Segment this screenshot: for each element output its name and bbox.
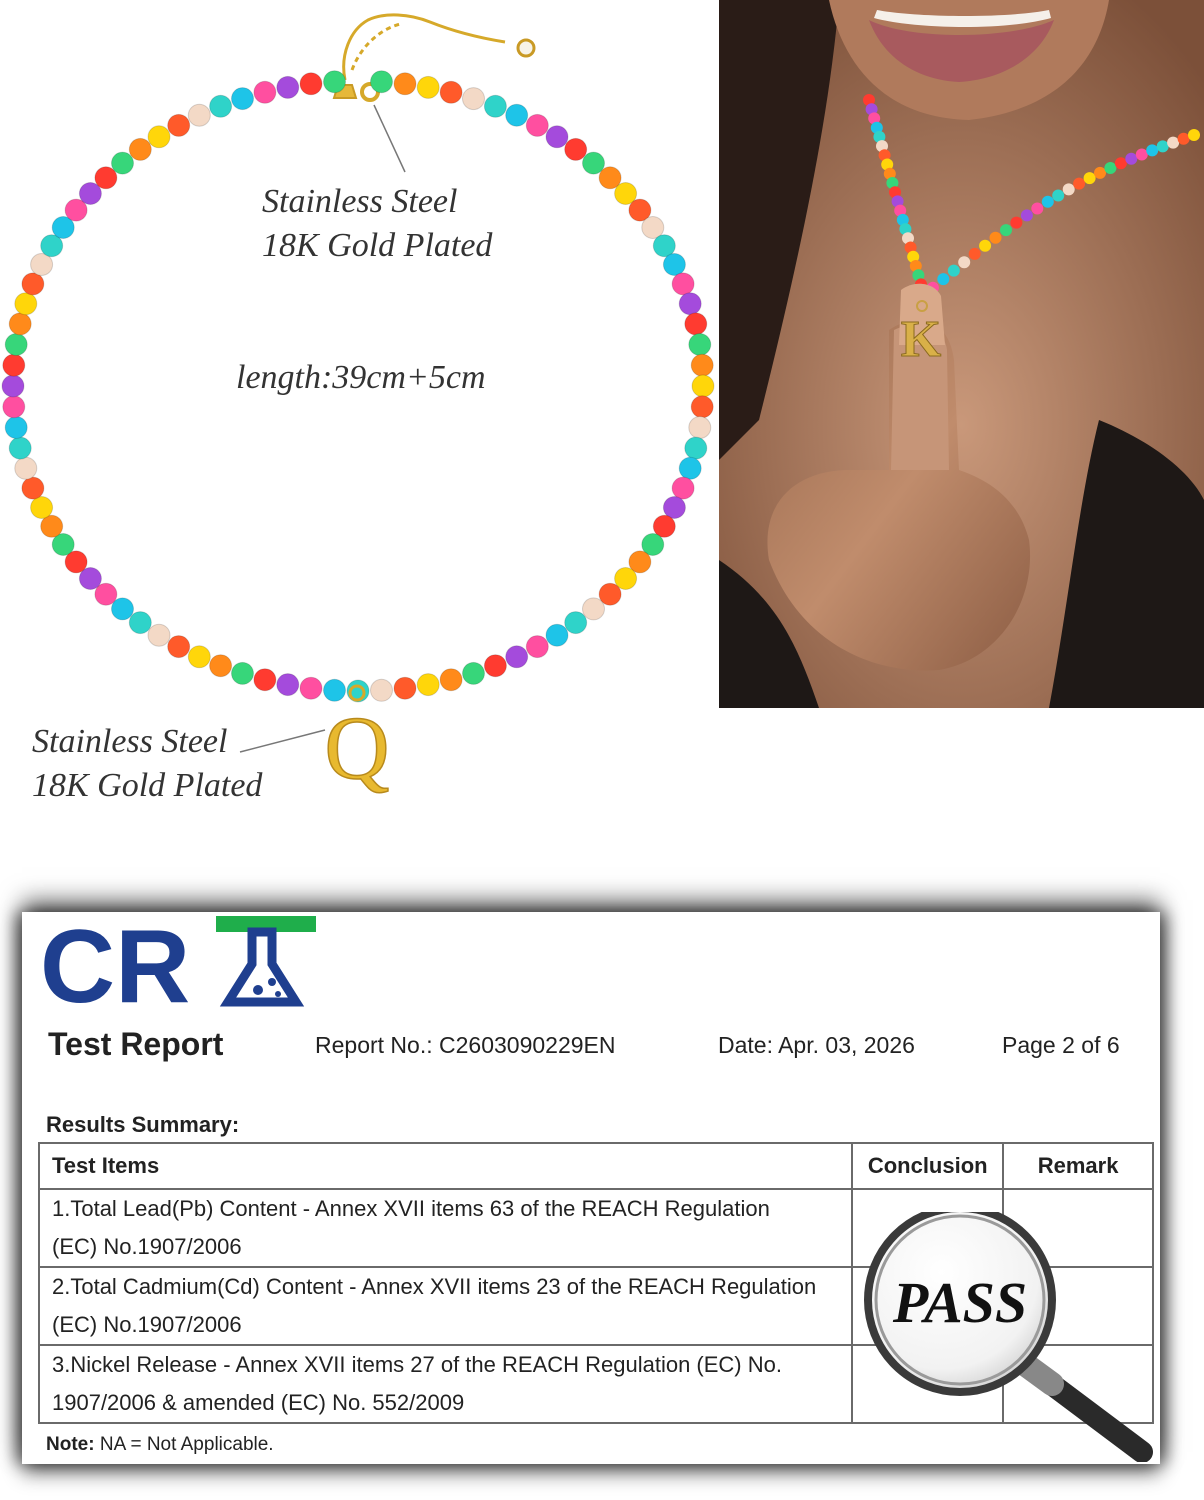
test-item-cell — [39, 1189, 852, 1267]
clasp-label-line1: Stainless Steel — [262, 183, 458, 220]
bead — [1188, 129, 1200, 141]
model-photo — [719, 0, 1204, 708]
bead — [663, 254, 685, 276]
bead — [1084, 172, 1096, 184]
test-item-cell — [39, 1345, 852, 1423]
bead — [254, 81, 276, 103]
bead — [277, 674, 299, 696]
bead — [168, 114, 190, 136]
table-note — [46, 1434, 274, 1456]
bead — [210, 95, 232, 117]
table-header-row — [39, 1143, 1153, 1189]
bead — [583, 598, 605, 620]
report-date: Date: Apr. 03, 2026 — [718, 1032, 915, 1058]
bead — [417, 674, 439, 696]
bead — [1167, 137, 1179, 149]
bead — [324, 71, 346, 93]
model-photo-panel — [719, 0, 1204, 708]
bead — [22, 477, 44, 499]
letter-pendant-icon — [325, 686, 390, 798]
bead — [417, 76, 439, 98]
bead — [31, 497, 53, 519]
bead — [691, 354, 713, 376]
bead — [15, 293, 37, 315]
photo-pendant-letter: K — [900, 311, 942, 368]
bead — [1073, 178, 1085, 190]
bead — [1021, 209, 1033, 221]
bead — [371, 679, 393, 701]
note-label: Note: — [46, 1434, 95, 1455]
results-summary-heading: Results Summary: — [46, 1112, 240, 1137]
bead — [168, 636, 190, 658]
bead — [672, 273, 694, 295]
bead — [948, 265, 960, 277]
test-item-line1: 1.Total Lead(Pb) Content - Annex XVII items 63 of the REACH Regulation — [52, 1196, 770, 1221]
bead — [979, 240, 991, 252]
bead — [5, 334, 27, 356]
column-header-remark: Remark — [1003, 1143, 1153, 1189]
pendant-label-line1: Stainless Steel — [32, 723, 228, 760]
necklace-illustration — [0, 0, 718, 840]
bead — [463, 88, 485, 110]
pendant-letter: Q — [324, 699, 390, 798]
bead — [689, 417, 711, 439]
bead — [188, 646, 210, 668]
bead — [3, 354, 25, 376]
bead — [1052, 190, 1064, 202]
report-number: Report No.: C2603090229EN — [315, 1032, 616, 1058]
bead — [526, 636, 548, 658]
bead — [300, 73, 322, 95]
bead — [1094, 167, 1106, 179]
bead — [546, 624, 568, 646]
bead — [1000, 224, 1012, 236]
pendant-leader-line — [240, 730, 325, 752]
bead — [958, 256, 970, 268]
bead — [1157, 140, 1169, 152]
bead — [3, 396, 25, 418]
length-label: length:39cm+5cm — [236, 359, 486, 396]
report-page: Page 2 of 6 — [1002, 1032, 1120, 1058]
bead — [1115, 157, 1127, 169]
bead — [371, 71, 393, 93]
bead — [324, 679, 346, 701]
bead — [937, 273, 949, 285]
clasp-leader-line — [374, 105, 405, 172]
bead — [506, 104, 528, 126]
bead — [300, 677, 322, 699]
note-text: NA = Not Applicable. — [94, 1434, 274, 1455]
bead — [969, 248, 981, 260]
bead — [484, 655, 506, 677]
column-header-conclusion: Conclusion — [852, 1143, 1003, 1189]
bead — [148, 624, 170, 646]
bead — [546, 126, 568, 148]
bead — [1136, 149, 1148, 161]
bead — [672, 477, 694, 499]
magnifier-pass-stamp — [842, 1212, 1160, 1462]
pendant-label-line2: 18K Gold Plated — [32, 767, 263, 804]
bead — [440, 669, 462, 691]
bead — [232, 88, 254, 110]
bead — [188, 104, 210, 126]
test-report-document — [22, 912, 1160, 1464]
test-item-line2: (EC) No.1907/2006 — [52, 1234, 242, 1259]
bead — [1146, 144, 1158, 156]
bead — [1063, 183, 1075, 195]
bead — [689, 334, 711, 356]
bead — [129, 138, 151, 160]
bead — [254, 669, 276, 691]
bead — [692, 375, 714, 397]
bead — [15, 457, 37, 479]
bead — [679, 293, 701, 315]
bead — [5, 417, 27, 439]
bead — [232, 662, 254, 684]
crt-logo-icon — [40, 914, 320, 1014]
bead — [129, 612, 151, 634]
bead — [484, 95, 506, 117]
bead — [1125, 153, 1137, 165]
bead — [277, 76, 299, 98]
bead — [1104, 162, 1116, 174]
test-item-line1: 3.Nickel Release - Annex XVII items 27 of the REACH Regulation (EC) No. — [52, 1352, 782, 1377]
bead — [2, 375, 24, 397]
pass-stamp: PASS — [892, 1270, 1028, 1335]
bead — [685, 313, 707, 335]
logo-text: CR — [40, 914, 191, 1014]
photo-pendant-icon — [901, 301, 942, 368]
test-item-line2: 1907/2006 & amended (EC) No. 552/2009 — [52, 1390, 465, 1415]
bead — [1178, 133, 1190, 145]
clasp-label-line2: 18K Gold Plated — [262, 227, 493, 264]
bead — [9, 313, 31, 335]
bead — [526, 114, 548, 136]
report-title: Test Report — [48, 1026, 224, 1062]
bead — [1042, 196, 1054, 208]
bead — [210, 655, 232, 677]
product-image-panel — [0, 0, 718, 840]
bead — [691, 396, 713, 418]
bead — [1031, 203, 1043, 215]
bead — [463, 662, 485, 684]
bead — [394, 677, 416, 699]
bead — [394, 73, 416, 95]
bead — [565, 612, 587, 634]
bead — [440, 81, 462, 103]
column-header-test-items: Test Items — [39, 1143, 852, 1189]
test-item-cell — [39, 1267, 852, 1345]
bead — [679, 457, 701, 479]
bead — [9, 437, 31, 459]
bead — [685, 437, 707, 459]
test-item-line2: (EC) No.1907/2006 — [52, 1312, 242, 1337]
bead — [506, 646, 528, 668]
bead — [22, 273, 44, 295]
bead — [990, 232, 1002, 244]
test-item-line1: 2.Total Cadmium(Cd) Content - Annex XVII items 23 of the REACH Regulation — [52, 1274, 817, 1299]
bead — [148, 126, 170, 148]
bead — [565, 138, 587, 160]
bead — [1010, 217, 1022, 229]
bead — [112, 152, 134, 174]
